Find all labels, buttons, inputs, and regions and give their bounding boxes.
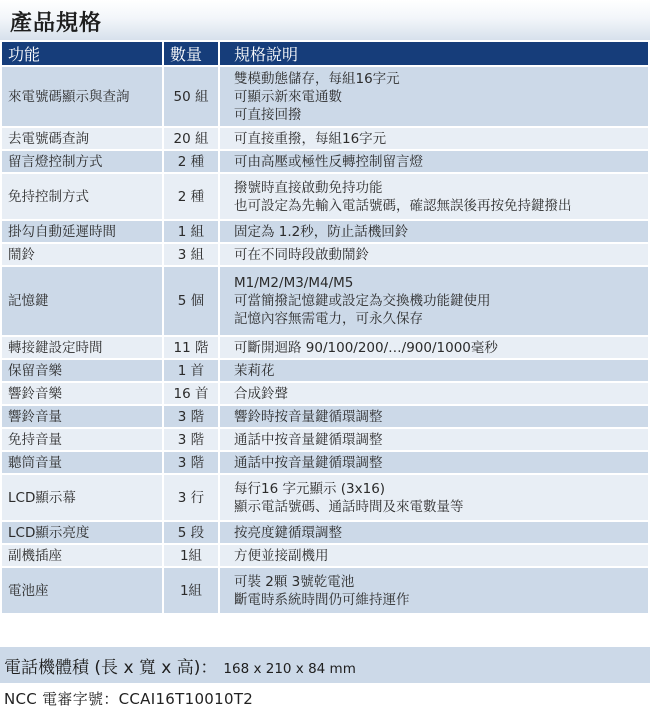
quantity-cell: 5 個 [164, 267, 218, 335]
spec-cell [220, 406, 648, 427]
table-row [2, 429, 648, 450]
spec-cell [220, 383, 648, 404]
spec-cell [220, 568, 648, 613]
table-row [2, 128, 648, 149]
dimensions-text [4, 653, 356, 678]
table-row [2, 151, 648, 172]
spec-line: 顯示電話號碼、通話時間及來電數量等 [234, 498, 464, 515]
function-cell: 記憶鍵 [2, 267, 162, 335]
dimensions-bar [0, 647, 650, 683]
spec-line: 可當簡撥記憶鍵或設定為交換機功能鍵使用 [234, 293, 491, 309]
spec-cell [220, 267, 648, 335]
function-cell: 免持控制方式 [2, 174, 162, 219]
spec-cell [220, 221, 648, 242]
function-cell: 電池座 [2, 568, 162, 613]
spec-line: 響鈴時按音量鍵循環調整 [234, 408, 383, 425]
quantity-cell: 1組 [164, 545, 218, 566]
table-row [2, 452, 648, 473]
quantity-cell: 50 組 [164, 67, 218, 126]
function-cell: LCD顯示亮度 [2, 522, 162, 543]
quantity-cell: 3 階 [164, 406, 218, 427]
spec-line: 也可設定為先輸入電話號碼，確認無誤後再按免持鍵撥出 [234, 197, 572, 214]
dimensions-label: 電話機體積 (長 x 寬 x 高)： [4, 658, 218, 678]
spec-line: 可在不同時段啟動鬧鈴 [234, 246, 369, 263]
spec-line: 可顯示新來電通數 [234, 88, 342, 105]
dimensions-value: 168 x 210 x 84 mm [223, 661, 356, 677]
function-cell: 轉接鍵設定時間 [2, 337, 162, 358]
spec-line: M1/M2/M3/M4/M5 [234, 275, 354, 291]
spec-cell [220, 67, 648, 126]
spec-cell [220, 545, 648, 566]
spec-cell [220, 522, 648, 543]
function-cell: 保留音樂 [2, 360, 162, 381]
spec-line: 可由高壓或極性反轉控制留言燈 [234, 153, 423, 170]
spec-line: 雙模動態儲存，每組16字元 [234, 70, 400, 87]
table-row [2, 568, 648, 613]
table-row [2, 545, 648, 566]
function-cell: 掛勾自動延遲時間 [2, 221, 162, 242]
function-cell: 免持音量 [2, 429, 162, 450]
quantity-cell: 1組 [164, 568, 218, 613]
spec-line: 可斷開迴路 90/100/200/…/900/1000毫秒 [234, 339, 498, 356]
spec-line: 方便並接副機用 [234, 547, 329, 564]
header-quantity: 數量 [164, 42, 218, 65]
table-row [2, 475, 648, 520]
table-row [2, 383, 648, 404]
spec-line: 可直接重撥，每組16字元 [234, 130, 387, 147]
spec-cell [220, 337, 648, 358]
quantity-cell: 1 組 [164, 221, 218, 242]
function-cell: 鬧鈴 [2, 244, 162, 265]
quantity-cell: 2 種 [164, 174, 218, 219]
spec-table [0, 40, 650, 615]
page-title: 產品規格 [10, 11, 103, 36]
quantity-cell: 3 行 [164, 475, 218, 520]
title-bar [0, 0, 650, 40]
function-cell: 去電號碼查詢 [2, 128, 162, 149]
spec-line: 固定為 1.2秒，防止話機回鈴 [234, 223, 409, 240]
function-cell: LCD顯示幕 [2, 475, 162, 520]
spec-line: 可裝 2顆 3號乾電池 [234, 573, 355, 590]
spec-line: 合成鈴聲 [234, 385, 288, 402]
spec-cell [220, 244, 648, 265]
header-spec: 規格說明 [220, 42, 648, 65]
table-row [2, 360, 648, 381]
quantity-cell: 5 段 [164, 522, 218, 543]
spec-cell [220, 429, 648, 450]
quantity-cell: 3 階 [164, 429, 218, 450]
spec-line: 斷電時系統時間仍可維持運作 [234, 591, 410, 608]
table-row [2, 522, 648, 543]
table-row [2, 174, 648, 219]
table-body [2, 67, 648, 613]
spec-line: 可直接回撥 [234, 106, 302, 123]
spec-line: 通話中按音量鍵循環調整 [234, 454, 383, 471]
table-row [2, 406, 648, 427]
spec-line: 記憶內容無需電力，可永久保存 [234, 311, 423, 327]
quantity-cell: 2 種 [164, 151, 218, 172]
table-row [2, 221, 648, 242]
table-header-row [2, 42, 648, 65]
spec-line: 撥號時直接啟動免持功能 [234, 179, 383, 196]
spec-line: 按亮度鍵循環調整 [234, 524, 342, 541]
function-cell: 留言燈控制方式 [2, 151, 162, 172]
table-row [2, 337, 648, 358]
table-row [2, 67, 648, 126]
function-cell: 副機插座 [2, 545, 162, 566]
spec-line: 通話中按音量鍵循環調整 [234, 431, 383, 448]
table-row [2, 267, 648, 335]
header-function: 功能 [2, 42, 162, 65]
spec-line: 茉莉花 [234, 362, 275, 379]
quantity-cell: 1 首 [164, 360, 218, 381]
spec-cell [220, 452, 648, 473]
quantity-cell: 20 組 [164, 128, 218, 149]
quantity-cell: 3 組 [164, 244, 218, 265]
quantity-cell: 16 首 [164, 383, 218, 404]
spec-line: 每行16 字元顯示 (3x16) [234, 480, 386, 497]
spec-cell [220, 151, 648, 172]
quantity-cell: 11 階 [164, 337, 218, 358]
function-cell: 響鈴音量 [2, 406, 162, 427]
quantity-cell: 3 階 [164, 452, 218, 473]
table-row [2, 244, 648, 265]
spec-cell [220, 475, 648, 520]
ncc-number: NCC 電審字號：CCAI16T10010T2 [4, 690, 254, 708]
function-cell: 聽筒音量 [2, 452, 162, 473]
function-cell: 響鈴音樂 [2, 383, 162, 404]
spec-cell [220, 128, 648, 149]
function-cell: 來電號碼顯示與查詢 [2, 67, 162, 126]
spec-cell [220, 360, 648, 381]
spec-cell [220, 174, 648, 219]
